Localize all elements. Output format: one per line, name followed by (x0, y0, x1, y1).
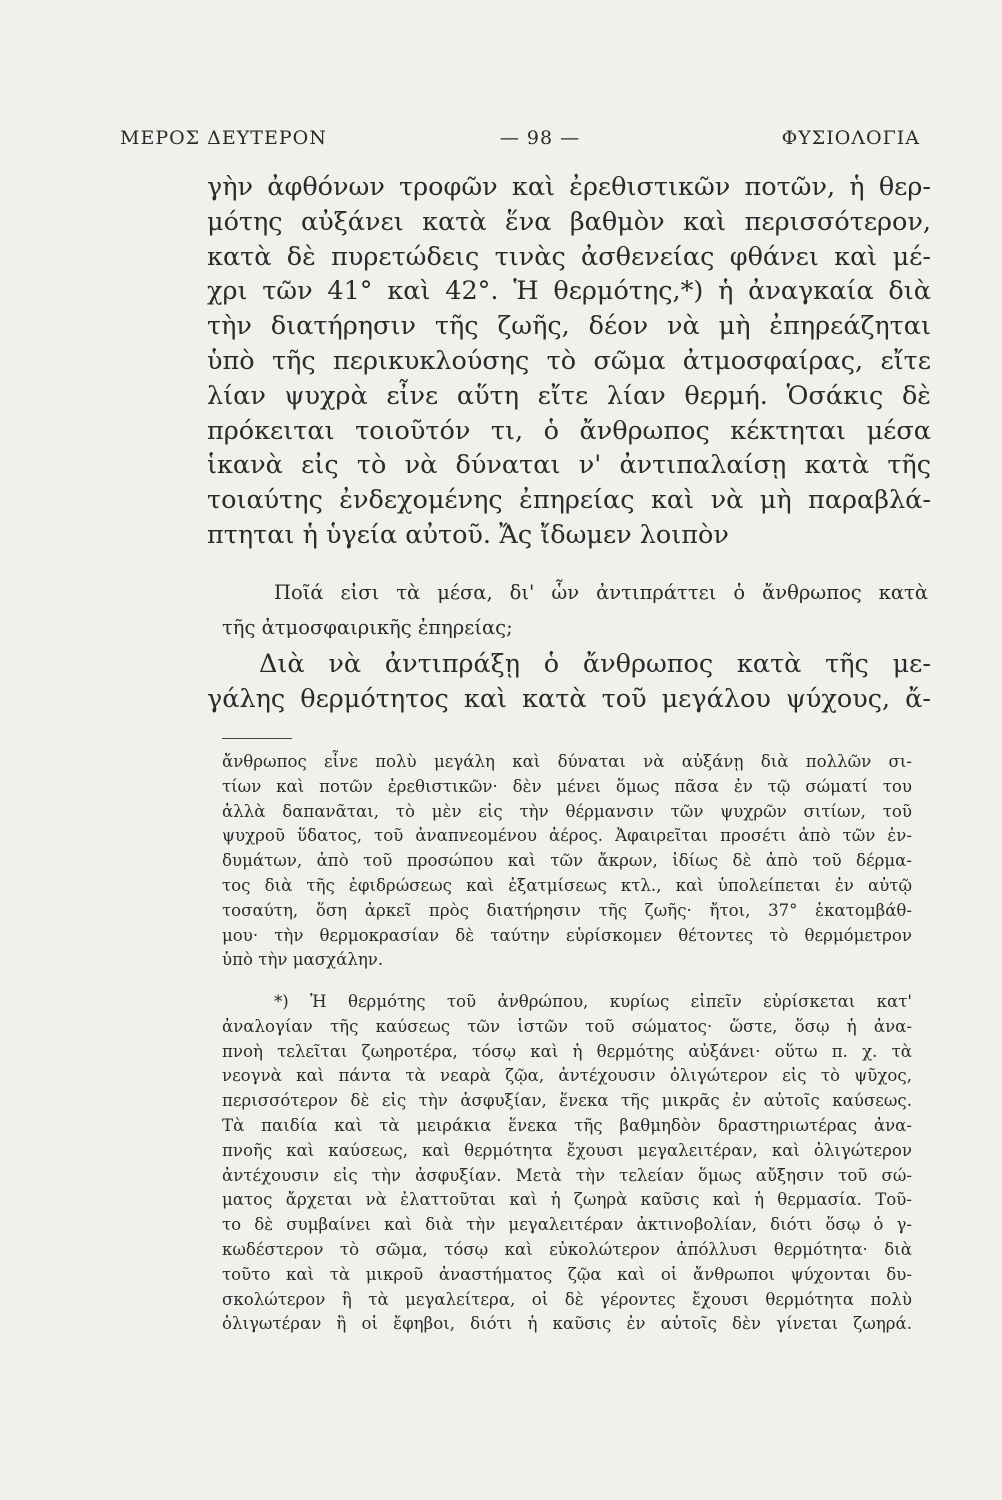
footnote-line: ἀντέχουσιν εἰς τὴν ἀσφυξίαν. Μετὰ τὴν τελείαν ὅμως αὔξησιν τοῦ σώ- (222, 1165, 912, 1185)
header-chapter-title: ΦΥΣΙΟΛΟΓΙΑ (781, 127, 920, 149)
footnote-line: τος διὰ τῆς ἐφιδρώσεως καὶ ἐξατμίσεως κτλ., καὶ ὑπολείπεται ἐν αὐτῷ (222, 875, 912, 895)
running-header (120, 127, 920, 155)
footnote-line: Τὰ παιδία καὶ τὰ μειράκια ἕνεκα τῆς βαθμηδὸν δραστηριωτέρας ἀνα- (222, 1115, 912, 1135)
footnote-line: το δὲ συμβαίνει καὶ διὰ τὴν μεγαλειτέραν ἀκτινοβολίαν, διότι ὅσῳ ὀ γ- (222, 1215, 912, 1235)
text-line: τοιαύτης ἐνδεχομένης ἐπηρείας καὶ νὰ μὴ παραβλά- (207, 485, 931, 516)
text-line: τὴν διατήρησιν τῆς ζωῆς, δέον νὰ μὴ ἐπηρεάζηται (207, 311, 931, 342)
main-text (207, 170, 931, 553)
footnote-line: τοσαύτη, ὅση ἀρκεῖ πρὸς διατήρησιν τῆς ζωῆς· ἤτοι, 37° ἑκατομβάθ- (222, 900, 912, 920)
footnote-line: ψυχροῦ ὕδατος, τοῦ ἀναπνεομένου ἀέρος. Ἀφαιρεῖται προσέτι ἀπὸ τῶν ἐν- (222, 826, 912, 846)
footnote-line: τίων καὶ ποτῶν ἐρεθιστικῶν· δὲν μένει ὅμως πᾶσα ἐν τῷ σώματί του (222, 776, 912, 796)
footnote-line: νεογνὰ καὶ πάντα τὰ νεαρὰ ζῷα, ἀντέχουσιν ὀλιγώτερον εἰς τὸ ψῦχος, (222, 1066, 912, 1086)
footnote-line: ἄνθρωπος εἶνε πολὺ μεγάλη καὶ δύναται νὰ αὐξάνῃ διὰ πολλῶν σι- (222, 752, 912, 771)
text-line: πρόκειται τοιοῦτόν τι, ὁ ἄνθρωπος κέκτηται μέσα (207, 415, 931, 446)
footnote-continued (222, 750, 912, 973)
footnote-line: ὑπὸ τὴν μασχάλην. (222, 950, 384, 970)
text-line: κατὰ δὲ πυρετώδεις τινὰς ἀσθενείας φθάνει καὶ μέ- (207, 241, 931, 272)
question-line: τῆς ἀτμοσφαιρικῆς ἐπηρείας; (222, 616, 513, 639)
text-line: λίαν ψυχρὰ εἶνε αὕτη εἴτε λίαν θερμή. Ὁσάκις δὲ (207, 380, 931, 411)
footnote-line: ὀλιγωτέραν ἢ οἱ ἔφηβοι, διότι ἡ καῦσις ἐν αὐτοῖς δὲν γίνεται ζωηρά. (222, 1314, 912, 1334)
header-part-title: ΜΕΡΟΣ ΔΕΥΤΕΡΟΝ (120, 127, 327, 149)
footnote-line: ματος ἄρχεται νὰ ἐλαττοῦται καὶ ἡ ζωηρὰ καῦσις καὶ ἡ θερμασία. Τοῦ- (222, 1190, 912, 1210)
text-line: πτηται ἡ ὑγεία αὐτοῦ. Ἄς ἴδωμεν λοιπὸν (207, 519, 729, 550)
question-line: Ποῖά εἰσι τὰ μέσα, δι' ὧν ἀντιπράττει ὁ ἄνθρωπος κατὰ (274, 581, 928, 604)
page-number: — 98 — (499, 127, 581, 149)
answer-line: Διὰ νὰ ἀντιπράξῃ ὁ ἄνθρωπος κατὰ τῆς με- (259, 649, 931, 679)
text-line: ὑπὸ τῆς περικυκλούσης τὸ σῶμα ἀτμοσφαίρας, εἴτε (207, 345, 931, 376)
footnote-line: ἀλλὰ δαπανᾶται, τὸ μὲν εἰς τὴν θέρμανσιν τῶν ψυχρῶν σιτίων, τοῦ (222, 801, 912, 821)
text-line: ἱκανὰ εἰς τὸ νὰ δύναται ν' ἀντιπαλαίσῃ κατὰ τῆς (207, 450, 931, 481)
question-text (222, 575, 928, 645)
footnote-line: κωδέστερον τὸ σῶμα, τόσῳ καὶ εὐκολώτερον ἀπόλλυσι θερμότητα· διὰ (222, 1239, 912, 1259)
text-line: χρι τῶν 41° καὶ 42°. Ἡ θερμότης,*) ἡ ἀναγκαία διὰ (207, 276, 931, 307)
footnote-divider (222, 738, 292, 739)
footnote-line: τοῦτο καὶ τὰ μικροῦ ἀναστήματος ζῷα καὶ οἱ ἄνθρωποι ψύχονται δυ- (222, 1264, 912, 1284)
footnote-line: μου· τὴν θερμοκρασίαν δὲ ταύτην εὑρίσκομεν θέτοντες τὸ θερμόμετρον (222, 925, 912, 945)
footnote-line: ἀναλογίαν τῆς καύσεως τῶν ἱστῶν τοῦ σώματος· ὥστε, ὅσῳ ἡ ἀνα- (222, 1016, 912, 1036)
footnote-line: σκολώτερον ἢ τὰ μεγαλείτερα, οἱ δὲ γέροντες ἔχουσι θερμότητα πολὺ (222, 1289, 912, 1309)
footnote-line: *) Ἡ θερμότης τοῦ ἀνθρώπου, κυρίως εἰπεῖν εὑρίσκεται κατ' (274, 992, 912, 1011)
footnote-line: περισσότερον δὲ εἰς τὴν ἀσφυξίαν, ἕνεκα τῆς μικρᾶς ἐν αὐτοῖς καύσεως. (222, 1091, 912, 1111)
footnote-line: δυμάτων, ἀπὸ τοῦ προσώπου καὶ τῶν ἄκρων, ἰδίως δὲ ἀπὸ τοῦ δέρμα- (222, 851, 912, 871)
text-line: γὴν ἀφθόνων τροφῶν καὶ ἐρεθιστικῶν ποτῶν, ἡ θερ- (207, 172, 931, 202)
answer-text (207, 647, 931, 717)
footnote-line: πνοὴ τελεῖται ζωηροτέρα, τόσῳ καὶ ἡ θερμότης αὐξάνει· οὕτω π. χ. τὰ (222, 1041, 912, 1061)
footnote-asterisk (222, 990, 912, 1337)
footnote-line: πνοῆς καὶ καύσεως, καὶ θερμότητα ἔχουσι μεγαλειτέραν, καὶ ὀλιγώτερον (222, 1140, 912, 1160)
text-line: μότης αὐξάνει κατὰ ἕνα βαθμὸν καὶ περισσότερον, (207, 206, 931, 237)
answer-line: γάλης θερμότητος καὶ κατὰ τοῦ μεγάλου ψύχους, ἄ- (207, 683, 931, 714)
